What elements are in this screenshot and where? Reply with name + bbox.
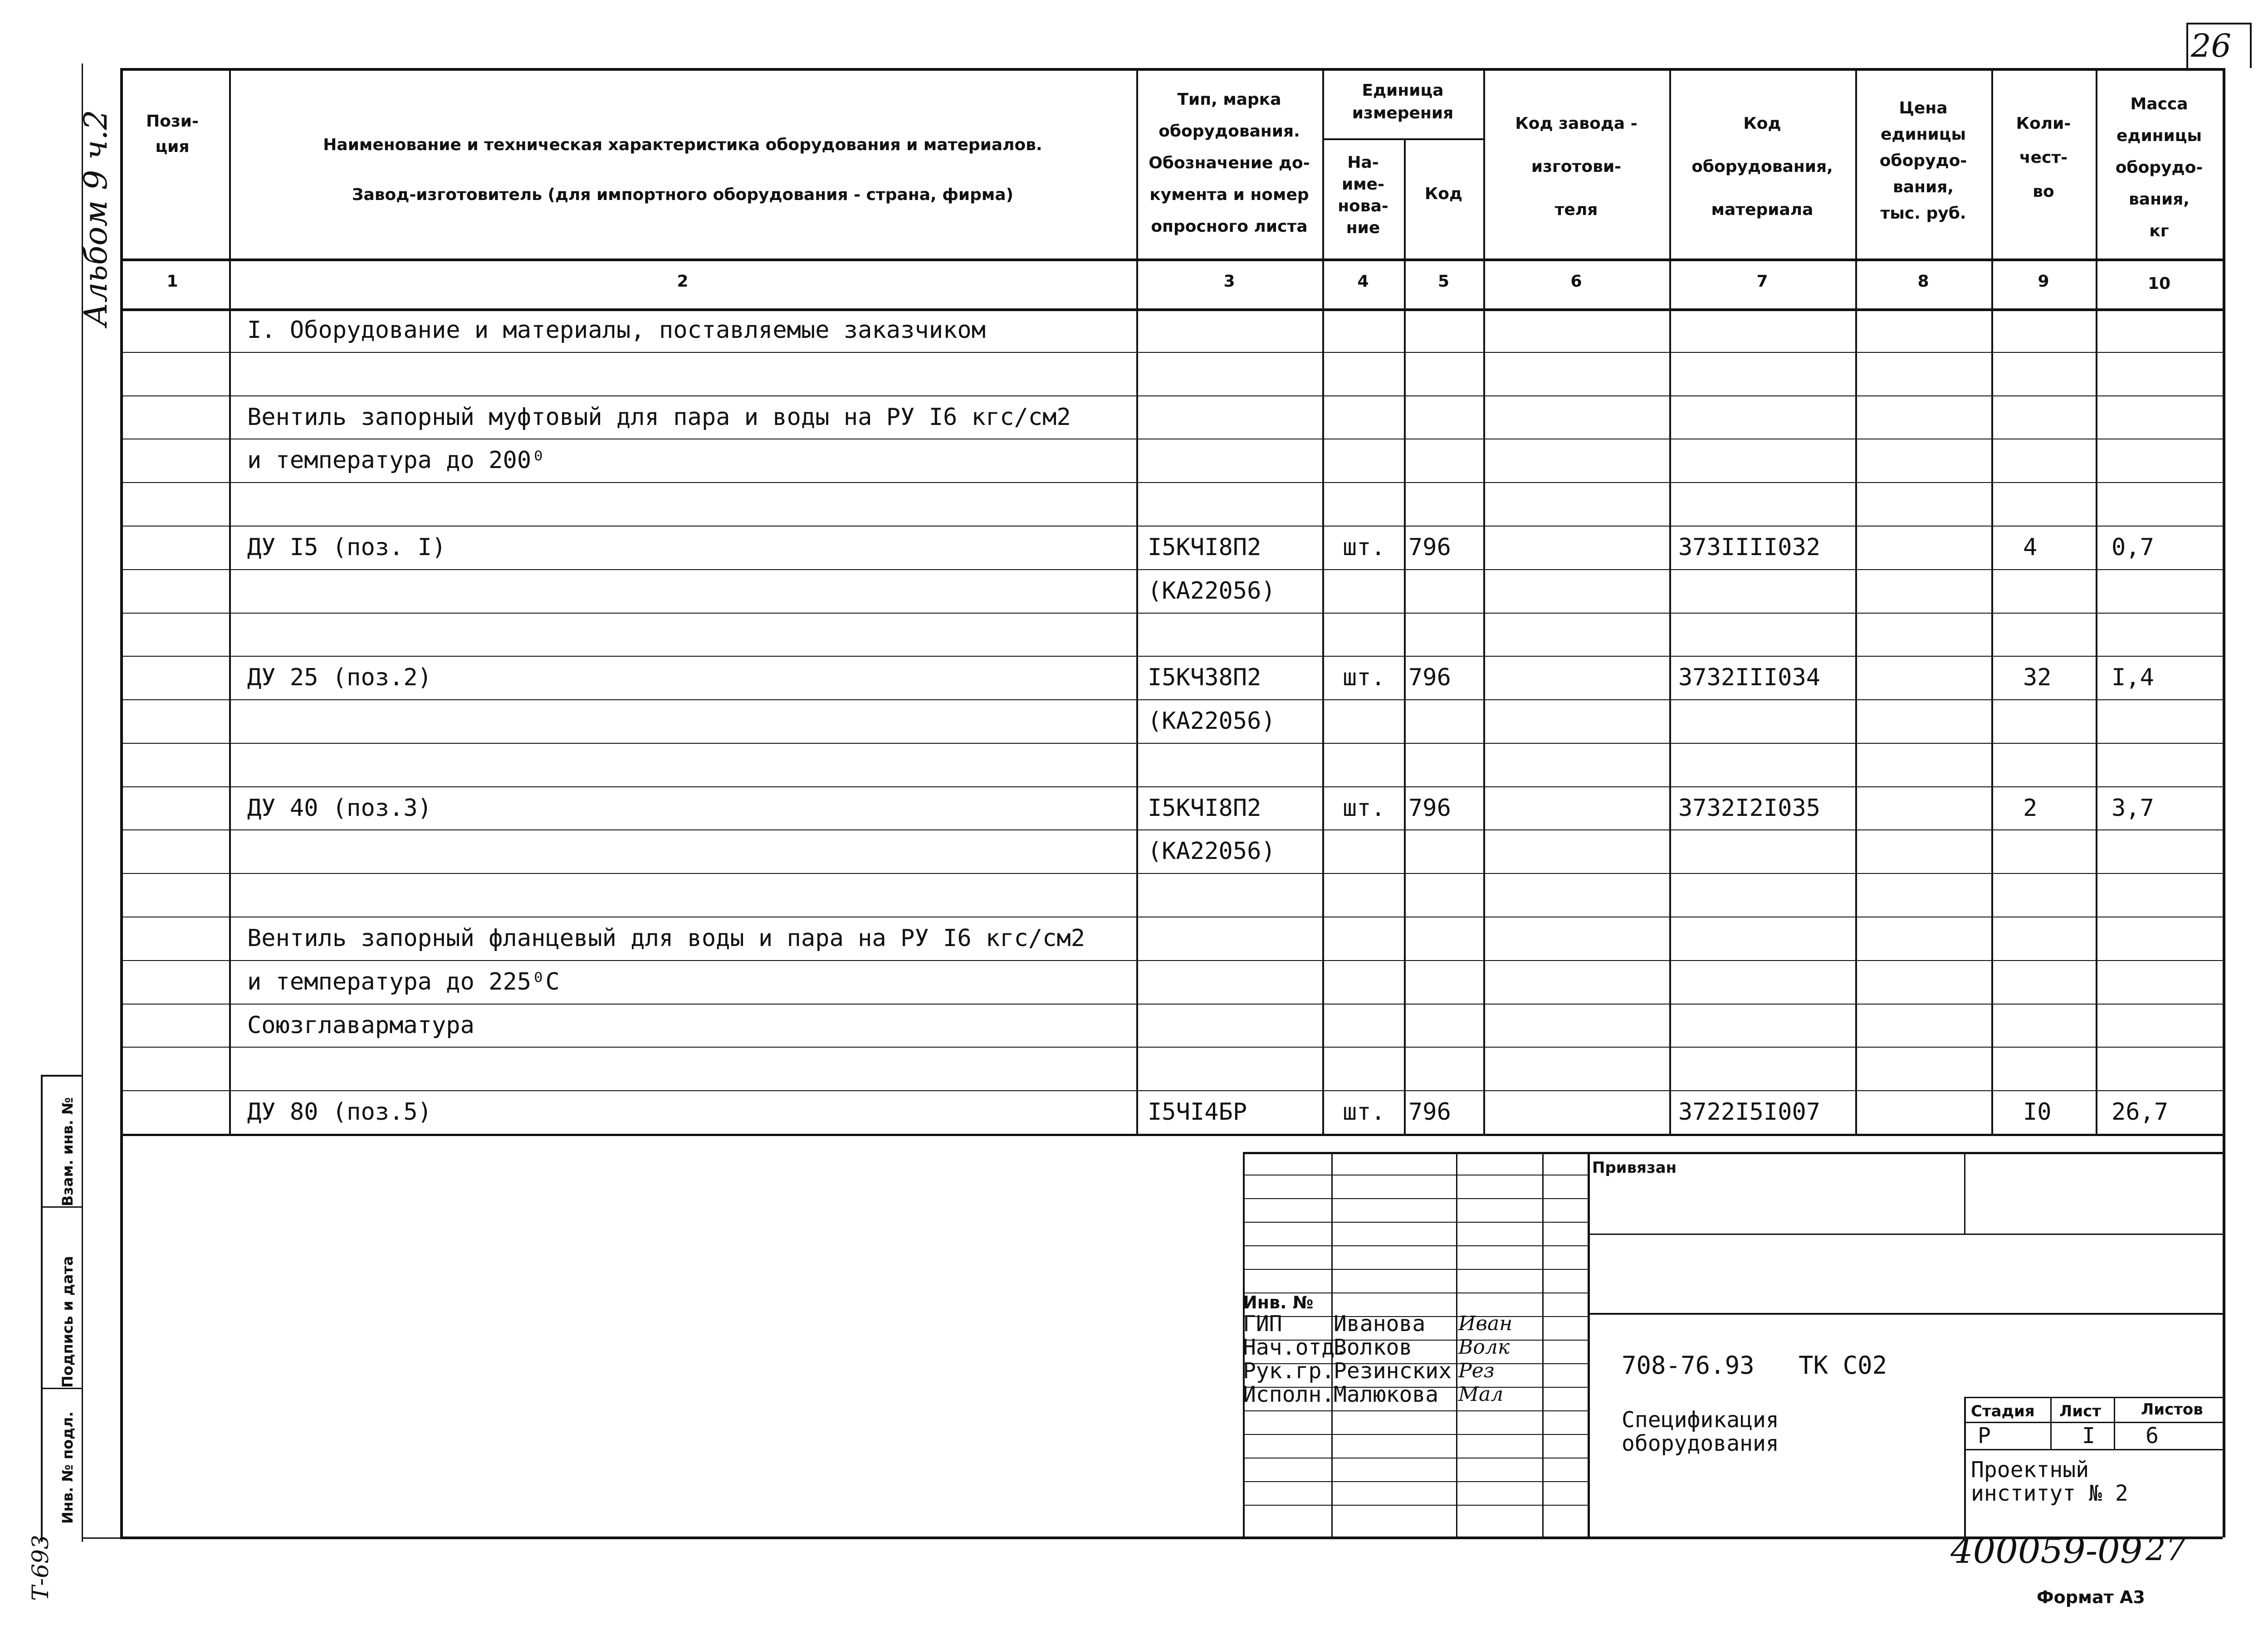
grid-line xyxy=(1243,1198,1588,1199)
grid-line xyxy=(1588,1152,1590,1537)
row-material-code: 3732III034 xyxy=(1678,664,1821,691)
row-qty: 2 xyxy=(2023,795,2038,822)
row-unit: шт. xyxy=(1343,795,1385,822)
row-material-code: 373IIII032 xyxy=(1678,534,1821,561)
row-type: (КА22056) xyxy=(1148,577,1276,605)
row-type: (КА22056) xyxy=(1148,838,1276,865)
privyazan-label: Привязан xyxy=(1592,1159,1677,1177)
row-name: Союзглаварматура xyxy=(247,1012,474,1039)
grid-line xyxy=(1243,1481,1588,1482)
inventory-number: 400059-09 xyxy=(1950,1531,2143,1571)
grid-line xyxy=(41,1075,82,1077)
grid-line xyxy=(2186,23,2250,24)
col-number-7: 7 xyxy=(1756,272,1768,291)
signature: Иван xyxy=(1458,1312,1513,1335)
doc-code: 708-76.93 ТК С02 xyxy=(1622,1351,1887,1380)
grid-line xyxy=(120,308,2223,311)
row-name: ДУ I5 (поз. I) xyxy=(247,534,446,561)
grid-line xyxy=(1588,1313,2223,1315)
grid-line xyxy=(120,569,2223,570)
grid-line xyxy=(229,68,231,1134)
inventory-sub: 27 xyxy=(2146,1531,2186,1568)
grid-line xyxy=(120,1536,2223,1539)
grid-line xyxy=(1991,68,1993,1134)
grid-line xyxy=(1243,1434,1588,1435)
header-qty: Коли- чест- во xyxy=(2016,114,2071,201)
col-number-9: 9 xyxy=(2038,272,2049,291)
grid-line xyxy=(120,656,2223,657)
row-material-code: 3722I5I007 xyxy=(1678,1098,1821,1126)
grid-line xyxy=(120,1134,2223,1136)
row-unit-code: 796 xyxy=(1408,795,1451,822)
grid-line xyxy=(120,526,2223,527)
grid-line xyxy=(2250,23,2252,68)
row-name: I. Оборудование и материалы, поставляемые заказчиком xyxy=(247,317,986,344)
grid-line xyxy=(2114,1397,2115,1449)
grid-line xyxy=(1456,1152,1457,1537)
page-number: 26 xyxy=(2191,27,2232,64)
grid-line xyxy=(1243,1505,1588,1506)
row-name: Вентиль запорный муфтовый для пара и воды на РУ I6 кгс/см2 xyxy=(247,404,1071,431)
grid-line xyxy=(120,68,2223,71)
sheet-value: I xyxy=(2082,1423,2095,1449)
row-qty: I0 xyxy=(2023,1098,2052,1126)
grid-line xyxy=(120,960,2223,961)
header-pos: Пози- ция xyxy=(146,112,199,156)
grid-line xyxy=(120,482,2223,483)
row-name: и температура до 225⁰С xyxy=(247,968,560,995)
col-number-10: 10 xyxy=(2147,274,2171,293)
grid-line xyxy=(120,873,2223,874)
row-name: ДУ 25 (поз.2) xyxy=(247,664,432,691)
row-unit: шт. xyxy=(1343,664,1385,691)
col-number-5: 5 xyxy=(1437,272,1450,291)
grid-line xyxy=(1542,1152,1544,1537)
sheet-label: Лист xyxy=(2059,1402,2101,1420)
stage-value: Р xyxy=(1978,1423,1991,1449)
header-type: Тип, марка оборудования. Обозначение до- кумента и номер опросного листа xyxy=(1149,90,1310,236)
grid-line xyxy=(1964,1397,1966,1537)
header-price: Цена единицы оборудо- вания, тыс. руб. xyxy=(1879,99,1967,223)
grid-line xyxy=(2223,68,2225,1537)
grid-line xyxy=(120,829,2223,830)
grid-line xyxy=(120,352,2223,353)
row-qty: 4 xyxy=(2023,534,2038,561)
grid-line xyxy=(120,699,2223,700)
grid-line xyxy=(1964,1449,2223,1450)
row-name: Вентиль запорный фланцевый для воды и пара на РУ I6 кгс/см2 xyxy=(247,925,1085,952)
signer-name: Малюкова xyxy=(1334,1382,1439,1407)
row-unit-code: 796 xyxy=(1408,534,1451,561)
signer-role: Нач.отд. xyxy=(1243,1335,1348,1360)
grid-line xyxy=(1243,1152,2223,1154)
grid-line xyxy=(41,1388,82,1389)
header-mass: Масса единицы оборудо- вания, кг xyxy=(2115,95,2203,240)
grid-line xyxy=(2050,1397,2052,1449)
album-label: Альбом 9 ч.2 xyxy=(77,110,114,327)
col-number-3: 3 xyxy=(1223,272,1235,291)
signer-name: Резинских xyxy=(1334,1358,1452,1384)
signer-name: Волков xyxy=(1334,1335,1413,1360)
grid-line xyxy=(120,786,2223,787)
grid-line xyxy=(120,1004,2223,1005)
row-mass: 3,7 xyxy=(2112,795,2154,822)
col-number-6: 6 xyxy=(1570,272,1582,291)
grid-line xyxy=(120,613,2223,614)
row-unit: шт. xyxy=(1343,534,1385,561)
organization: Проектный институт № 2 xyxy=(1971,1457,2128,1506)
col-number-2: 2 xyxy=(677,272,689,291)
grid-line xyxy=(41,1206,82,1208)
signer-role: Рук.гр. xyxy=(1243,1358,1335,1384)
row-type: (КА22056) xyxy=(1148,707,1276,735)
row-material-code: 3732I2I035 xyxy=(1678,795,1821,822)
signature: Рез xyxy=(1458,1359,1495,1382)
signer-role: Исполн. xyxy=(1243,1382,1335,1407)
grid-line xyxy=(1322,138,1483,140)
grid-line xyxy=(2186,23,2188,68)
doc-title: Спецификация оборудования xyxy=(1622,1407,1779,1456)
row-mass: 26,7 xyxy=(2112,1098,2169,1126)
grid-line xyxy=(1243,1175,1588,1176)
col-number-4: 4 xyxy=(1357,272,1369,291)
row-mass: I,4 xyxy=(2112,664,2154,691)
grid-line xyxy=(1243,1245,1588,1246)
stamp-label-vzam-inv: Взам. инв. № xyxy=(59,1097,76,1206)
header-unit: Единица измерения xyxy=(1352,81,1454,122)
grid-line xyxy=(120,1090,2223,1091)
row-name: ДУ 40 (поз.3) xyxy=(247,795,432,822)
stamp-label-inv-podl: Инв. № подл. xyxy=(59,1411,76,1524)
inv-label: Инв. № xyxy=(1243,1293,1314,1312)
grid-line xyxy=(82,1537,120,1539)
row-type: I5КЧI8П2 xyxy=(1148,795,1261,822)
grid-line xyxy=(1964,1397,2223,1398)
left-code: Т-693 xyxy=(27,1535,54,1601)
format-label: Формат А3 xyxy=(2037,1587,2145,1607)
sheets-label: Листов xyxy=(2141,1400,2203,1419)
row-type: I5КЧ38П2 xyxy=(1148,664,1261,691)
grid-line xyxy=(1964,1152,1965,1234)
row-mass: 0,7 xyxy=(2112,534,2154,561)
grid-line xyxy=(1588,1234,2223,1235)
grid-line xyxy=(41,1075,43,1542)
row-name: и температура до 200⁰ xyxy=(247,447,546,474)
header-factory: Код завода - изготови- теля xyxy=(1515,114,1637,219)
grid-line xyxy=(120,259,2223,261)
stamp-label-podpis-data: Подпись и дата xyxy=(59,1256,76,1388)
grid-line xyxy=(120,1047,2223,1048)
header-unit-code: Код xyxy=(1424,185,1463,203)
row-unit-code: 796 xyxy=(1408,1098,1451,1126)
header-code: Код оборудования, материала xyxy=(1691,114,1833,219)
grid-line xyxy=(1855,68,1857,1134)
grid-line xyxy=(1243,1410,1588,1411)
header-name: Наименование и техническая характеристика оборудования и материалов. Завод-изготовитель (для импортного оборудования - страна, фирма) xyxy=(323,136,1042,204)
signature: Волк xyxy=(1458,1336,1510,1359)
signer-name: Иванова xyxy=(1334,1311,1426,1336)
sheets-value: 6 xyxy=(2146,1423,2159,1449)
grid-line xyxy=(1243,1222,1588,1223)
row-name: ДУ 80 (поз.5) xyxy=(247,1098,432,1126)
col-number-8: 8 xyxy=(1917,272,1929,291)
row-type: I5КЧI8П2 xyxy=(1148,534,1261,561)
row-type: I5ЧI4БР xyxy=(1148,1098,1247,1126)
row-unit: шт. xyxy=(1343,1098,1385,1126)
grid-line xyxy=(120,743,2223,744)
header-unit-name: На- име- нова- ние xyxy=(1338,153,1388,237)
stage-label: Стадия xyxy=(1971,1402,2035,1420)
grid-line xyxy=(1243,1269,1588,1270)
col-number-1: 1 xyxy=(166,272,178,291)
signer-role: ГИП xyxy=(1243,1311,1282,1336)
signature: Мал xyxy=(1458,1383,1504,1406)
row-unit-code: 796 xyxy=(1408,664,1451,691)
grid-line xyxy=(120,395,2223,396)
row-qty: 32 xyxy=(2023,664,2052,691)
